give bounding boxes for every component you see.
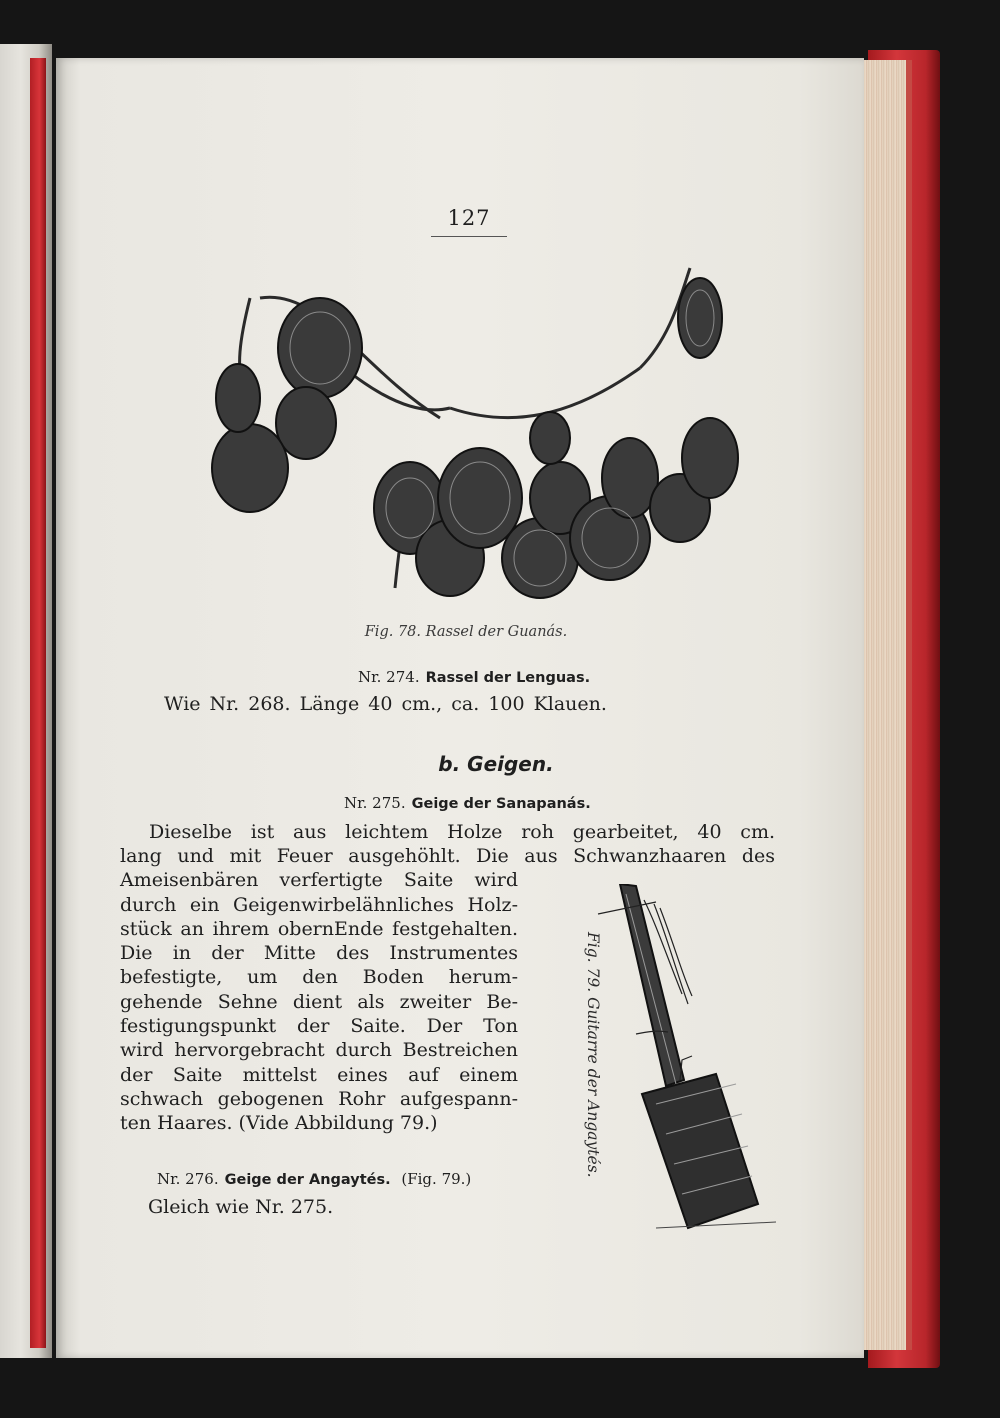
- page-number: 127: [431, 206, 507, 237]
- entry-276-body: Gleich wie Nr. 275.: [148, 1196, 334, 1218]
- entry-276-number: Nr. 276.: [157, 1170, 219, 1188]
- left-cover-edge: [30, 58, 46, 1348]
- entry-274-body: Wie Nr. 268. Länge 40 cm., ca. 100 Klauen.: [164, 693, 607, 715]
- entry-275-line: der Saite mittelst eines auf einem: [120, 1064, 518, 1086]
- entry-275-line: gehende Sehne dient als zweiter Be-: [120, 991, 518, 1013]
- book-page: [56, 58, 864, 1358]
- entry-275-line: lang und mit Feuer ausgehöhlt. Die aus Schwanzhaaren des: [120, 845, 775, 867]
- figure-79-caption: Fig. 79. Guitarre der Angaytés.: [584, 932, 602, 1178]
- entry-275-title: Geige der Sanapanás.: [411, 796, 591, 812]
- entry-275-line: Die in der Mitte des Instrumentes: [120, 942, 518, 964]
- entry-275-line: Ameisenbären verfertigte Saite wird: [120, 869, 518, 891]
- entry-276-heading: [157, 1170, 471, 1188]
- entry-275-line: schwach gebogenen Rohr aufgespann-: [120, 1088, 518, 1110]
- entry-276-figure-ref: (Fig. 79.): [401, 1170, 472, 1188]
- entry-274-title: Rassel der Lenguas.: [425, 670, 591, 686]
- entry-275-line: Dieselbe ist aus leichtem Holze roh gearbeitet, 40 cm.: [149, 821, 775, 843]
- figure-78-caption: Fig. 78. Rassel der Guanás.: [364, 624, 568, 640]
- entry-275-line: wird hervorgebracht durch Bestreichen: [120, 1039, 518, 1061]
- entry-276-title: Geige der Angaytés.: [224, 1172, 391, 1188]
- entry-275-number: Nr. 275.: [344, 794, 406, 812]
- entry-275-line: befestigte, um den Boden herum-: [120, 966, 518, 988]
- guitar-illustration: [596, 884, 786, 1236]
- rattle-illustration: [210, 258, 742, 620]
- entry-275-line: ten Haares. (Vide Abbildung 79.): [120, 1112, 438, 1134]
- entry-275-line: durch ein Geigenwirbelähnliches Holz-: [120, 894, 518, 916]
- entry-274-number: Nr. 274.: [358, 668, 420, 686]
- entry-275-heading: [344, 794, 591, 812]
- page-block-edges: [862, 60, 912, 1350]
- entry-274-heading: [358, 668, 590, 686]
- section-heading-geigen: b. Geigen.: [438, 752, 554, 776]
- entry-275-line: stück an ihrem obernEnde festgehalten.: [120, 918, 518, 940]
- entry-275-line: festigungspunkt der Saite. Der Ton: [120, 1015, 518, 1037]
